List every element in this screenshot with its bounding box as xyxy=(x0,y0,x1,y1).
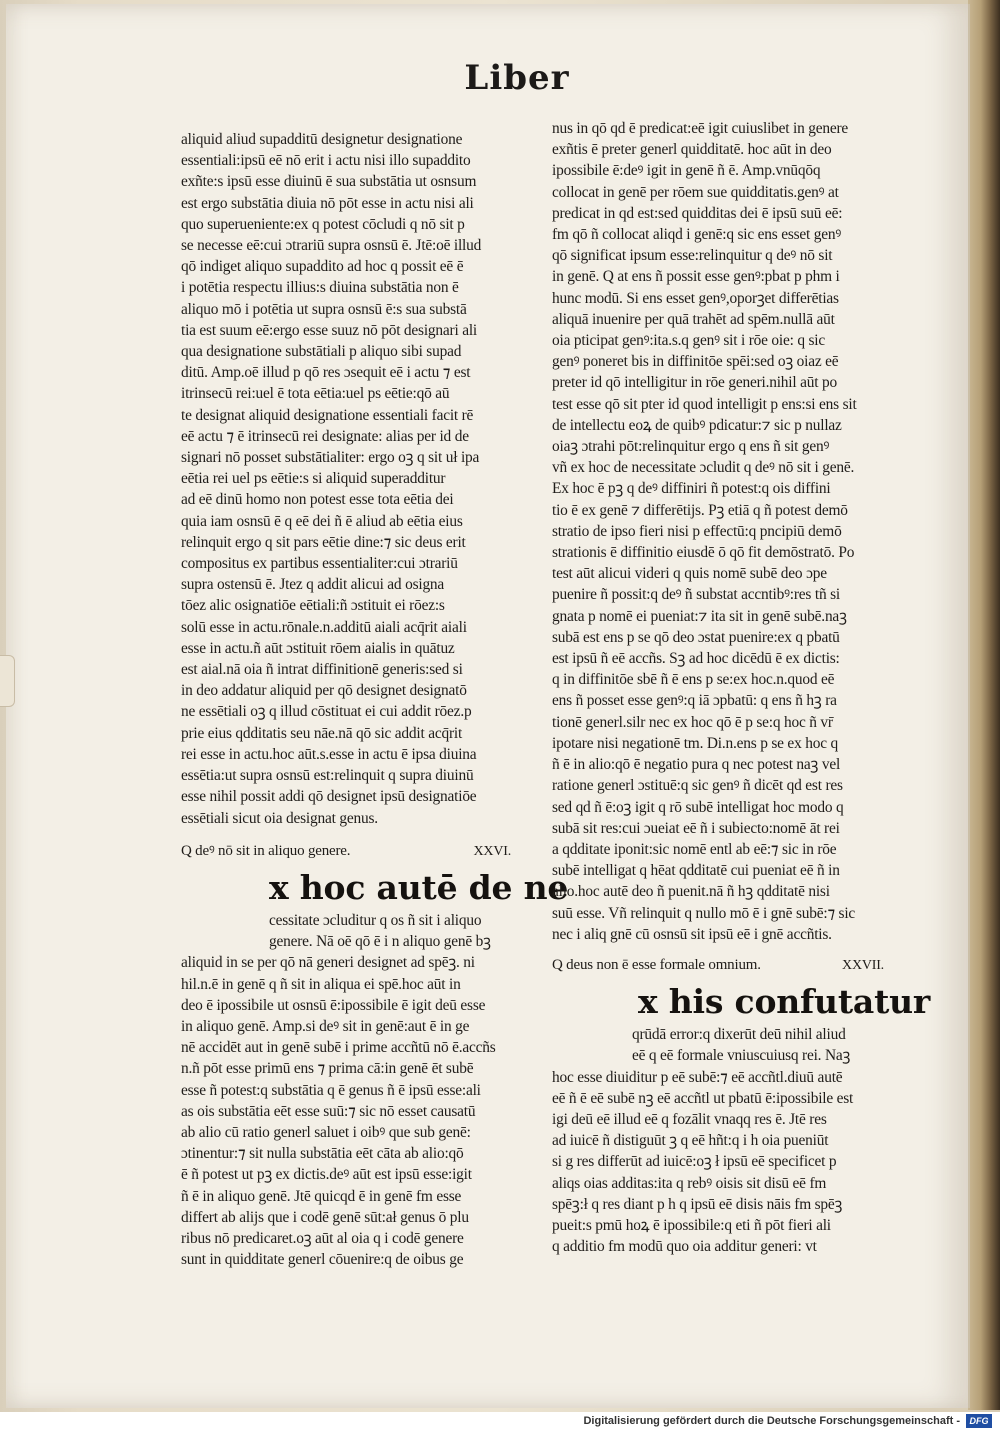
chapter-number: XXVII. xyxy=(842,957,884,973)
chapter-title: Q deꝰ nō sit in aliquo genere. xyxy=(181,842,351,859)
text-line: oia pticipat genꝰ:ita.s.q genꝰ sit i rōe oie: q sic xyxy=(552,332,825,350)
book-edge xyxy=(968,0,1000,1410)
chapter-title: Q deus non ē esse formale omnium. xyxy=(552,956,761,973)
text-line: ab alio cū ratio generl saluet i oibꝰ que sub genē: xyxy=(181,1123,471,1141)
text-line: exñtis ē preter generl quidditatē. hoc aūt in deo xyxy=(552,141,832,159)
text-line: esse nihil possit addi qō designet ipsū designatiōe xyxy=(181,788,477,806)
text-line: ratione generl ɔstituē:q sic genꝰ ñ dicēt qd est res xyxy=(552,777,843,795)
text-line: nus in qō qd ē predicat:eē igit cuiuslibet in genere xyxy=(552,120,849,137)
text-line: est ergo substātia diuia nō pōt esse in actu nisi ali xyxy=(181,194,474,212)
text-line: genere. Nā oē qō ē i n aliquo genē bꝫ xyxy=(269,933,491,951)
text-line: eētia rei uel ps eētie:s si aliquid superadditur xyxy=(181,470,446,488)
text-line: fm qō ñ collocat aliqd i genē:q sic ens esset genꝰ xyxy=(552,226,842,244)
text-line: in genē. Q at ens ñ possit esse genꝰ:pbat p phm i xyxy=(552,268,840,286)
text-line: esse in actu.ñ aūt ɔstituit rōem aialis in quātuz xyxy=(181,639,455,657)
text-line: eē ñ ē eē subē nꝫ eē accñtl ut pbatū ē:ipossibile est xyxy=(552,1089,854,1107)
text-line: ñ ē in alio:qō ē negatio pura q nec potest naꝫ vel xyxy=(552,756,841,774)
text-line: essentiali:ipsū eē nō erit i actu nisi illo supaddito xyxy=(181,152,471,170)
text-line: ñ ē in aliquo genē. Jtē quicqd ē in genē fm esse xyxy=(181,1187,462,1205)
text-line: spēꝫ:ł q res diant p h q ipsū eē disis nāis fm spēꝫ xyxy=(552,1195,843,1213)
text-line: collocat in genē per rōem sue quidditatis.genꝰ at xyxy=(552,183,839,201)
text-line: solū esse in actu.rōnale.n.additū aiali acq̄rit aiali xyxy=(181,618,467,636)
text-line: subā est ens p se qō deo ɔstat puenire:ex q pbatū xyxy=(552,628,840,646)
text-line: quo superueniente:ex q potest cōcludi q nō sit p xyxy=(181,215,465,233)
text-line: sunt in quidditate generl cōuenire:q de oibus ge xyxy=(181,1251,464,1269)
running-header: Liber xyxy=(464,58,570,98)
text-line: tionē generl.silr nec ex hoc qō ē p se:q hoc ñ vr̄ xyxy=(552,713,833,731)
left-column xyxy=(181,129,569,1270)
text-line: as ois substātia eēt esse suū:⁊ sic nō esset causatū xyxy=(181,1102,476,1120)
text-line: differt ab alijs que i codē genē sūt:ał genus ō plu xyxy=(181,1208,469,1226)
text-line: qō indiget aliquo supaddito ad hoc q possit eē ē xyxy=(181,258,464,276)
text-line: tia est suum eē:ergo esse suuz nō pōt designari ali xyxy=(181,321,477,339)
text-line: deo ē ipossibile ut osnsū ē:ipossibile ē igit deū esse xyxy=(181,996,486,1014)
text-line: genꝰ poneret bis in diffinitōe spēi:sed oꝫ oiaz eē xyxy=(552,353,839,371)
text-line: hil.n.ē in genē q ñ sit in aliqua ei spē.hoc aūt in xyxy=(181,975,461,993)
text-line: test aūt alicui videri q quis nomē subē deo ɔpe xyxy=(552,565,827,583)
text-line: ē ñ potest ut pꝫ ex dictis.deꝰ aūt est ipsū esse:igit xyxy=(181,1166,472,1184)
text-line: suū esse. Vñ relinquit q nullo mō ē i gnē subē:⁊ sic xyxy=(552,904,856,922)
text-line: eē q eē formale vniuscuiusq rei. Naꝫ xyxy=(632,1047,851,1065)
text-line: signari nō posset substātialiter: ergo oꝫ q sit uł ipa xyxy=(181,449,480,467)
digitization-footer xyxy=(0,1412,1000,1432)
text-line: igi deū eē illud eē q fozālit vnaqq res ē. Jtē res xyxy=(552,1110,827,1128)
text-line: ribus nō predicaret.oꝫ aūt al oia q i codē genere xyxy=(181,1229,464,1247)
text-line: strationis ē diffinitio eiusdē ō qō fit demōstratō. Po xyxy=(552,544,855,562)
text-line: quia iam osnsū ē q eē dei ñ ē aliud ab eētia eius xyxy=(181,512,463,530)
text-line: ditū. Amp.oē illud p qō res ɔsequit eē i actu ⁊ est xyxy=(181,364,471,382)
text-line: rei esse in actu.hoc aūt.s.esse in actu ē ipsa diuina xyxy=(181,745,477,763)
text-line: i potētia respectu illius:s diuina substātia non ē xyxy=(181,279,459,297)
text-line: itrinsecū rei:uel ē tota eētia:uel ps eētie:qō aū xyxy=(181,385,450,403)
text-line: q additio fm modū quo oia additur generi: vt xyxy=(552,1238,817,1256)
chapter-heading-xxvii xyxy=(552,955,884,976)
text-line: qua designatione substātiali p aliquo sibi supad xyxy=(181,343,462,361)
dfg-logo: DFG xyxy=(966,1414,992,1428)
text-line: essētiali sicut oia designat genus. xyxy=(181,809,378,827)
text-line: alio.hoc autē deo ñ puenit.nā ñ hꝫ qdditatē nisi xyxy=(552,883,830,901)
right-column-text-top xyxy=(552,118,884,945)
text-line: est aial.nā oia ñ intrat diffinitionē generis:sed si xyxy=(181,661,463,679)
text-line: hoc esse diuiditur p eē subē:⁊ eē accñtl.diuū autē xyxy=(552,1068,843,1086)
text-line: aliquā inuenire per quā trahēt ad spēm.nullā aūt xyxy=(552,310,835,328)
text-line: cessitate ɔcluditur q os ñ sit i aliquo xyxy=(269,911,482,929)
text-line: preter id qō intelligitur in rōe generi.nihil aūt po xyxy=(552,374,837,392)
text-line: compositus ex partibus essentialiter:cui ɔtrariū xyxy=(181,555,458,573)
text-line: gnata p nomē ei pueniat:⁊ ita sit in genē subē.naꝫ xyxy=(552,607,847,625)
text-line: nē accidēt aut in genē subē i prime accñtū nō ē.accñs xyxy=(181,1039,496,1057)
text-line: nec i aliq gnē cū osnsū sit ipsū eē i gnē accñtis. xyxy=(552,925,832,943)
text-line: ad iuicē ñ distiguūt ꝫ q eē hñt:q i h oia pueniūt xyxy=(552,1132,829,1150)
text-line: puenire ñ possit:q deꝰ ñ substat accntibꝰ:res tñ si xyxy=(552,586,840,604)
text-line: aliquid aliud supadditū designetur designatione xyxy=(181,131,463,148)
text-line: ad eē dinū homo non potest esse tota eētia dei xyxy=(181,491,454,509)
text-line: sed qd ñ ē:oꝫ igit q rō subē intelligat hoc modo q xyxy=(552,798,844,816)
text-line: test esse qō sit pter id quod intelligit p ens:si ens sit xyxy=(552,395,857,413)
text-line: ipossibile ē:deꝰ igit in genē ñ ē. Amp.vnūqōq xyxy=(552,162,821,180)
text-line: predicat in qd est:sed quidditas dei ē ipsū suū eē: xyxy=(552,204,843,222)
text-line: qō significat ipsum esse:relinquitur q deꝰ nō sit xyxy=(552,247,833,265)
text-line: in aliquo genē. Amp.si deꝰ sit in genē:aut ē in ge xyxy=(181,1017,470,1035)
text-line: se necesse eē:cui ɔtrariū supra osnsū ē. Jtē:oē illud xyxy=(181,237,482,255)
chapter-opening-line: x his confutatur xyxy=(638,982,931,1022)
left-column-text-top xyxy=(181,129,511,829)
text-line: aliquo mō i potētia ut supra osnsū ē:s sua substā xyxy=(181,300,467,318)
chapter-opening-line: x hoc autē de ne xyxy=(269,867,569,907)
text-line: ɔtinentur:⁊ sit nulla substātia eēt cāta ab alio:qō xyxy=(181,1145,464,1163)
text-line: te designat aliquid designatione essentiali facit rē xyxy=(181,406,474,424)
text-line: essētia:ut supra osnsū est:relinquit q supra diuinū xyxy=(181,767,474,785)
text-line: exñte:s ipsū esse diuinū ē sua substātia ut osnsum xyxy=(181,173,477,191)
text-line: qrūdā error:q dixerūt deū nihil aliud xyxy=(632,1026,846,1044)
page-tab xyxy=(0,655,15,707)
text-line: prie eius qdditatis seu nāe.nā qō sic addit acq̄rit xyxy=(181,724,463,742)
text-line: est ipsū ñ eē accñs. Sꝫ ad hoc dicēdū ē ex dictis: xyxy=(552,650,840,668)
text-line: ipotare nisi negationē tm. Di.n.ens p se ex hoc q xyxy=(552,734,838,752)
chapter-number: XXVI. xyxy=(473,843,511,859)
text-line: in deo addatur aliquid per qō designet designatō xyxy=(181,682,467,700)
text-line: subā sit res:cui ɔueiat eē ñ i subiecto:nomē āt rei xyxy=(552,819,840,837)
text-line: oiaꝫ ɔtrahi pōt:relinquitur ergo q ens ñ sit genꝰ xyxy=(552,438,830,456)
footer-credit: Digitalisierung gefördert durch die Deutsche Forschungsgemeinschaft - xyxy=(583,1415,960,1427)
text-line: ens ñ posset esse genꝰ:q iā ɔpbatū: q ens ñ hꝫ ra xyxy=(552,692,837,710)
text-line: Ex hoc ē pꝫ q deꝰ diffiniri ñ potest:q ois diffini xyxy=(552,480,831,498)
text-line: a qdditate iponit:sic nomē entl ab eē:⁊ sic in rōe xyxy=(552,840,837,858)
text-line: q in diffinitōe sbē ñ ē ens p se:ex hoc.n.quod eē xyxy=(552,671,835,689)
text-line: aliqs oias additas:ita q rebꝰ oisis sit disū eē fm xyxy=(552,1174,827,1192)
right-column xyxy=(552,118,931,1257)
text-line: n.ñ pōt esse primū ens ⁊ prima cā:in genē ēt subē xyxy=(181,1060,474,1078)
text-line: supra ostensū ē. Jtez q addit alicui ad osigna xyxy=(181,576,445,594)
text-line: esse ñ potest:q substātia q ē genus ñ ē ipsū esse:ali xyxy=(181,1081,481,1099)
text-line: si g res differūt ad iuicē:oꝫ ł ipsū eē specificet p xyxy=(552,1153,837,1171)
text-line: eē actu ⁊ ē itrinsecū rei designate: alias per id de xyxy=(181,427,469,445)
left-column-text-bottom xyxy=(181,910,511,1270)
chapter-heading-xxvi xyxy=(181,841,511,862)
text-line: aliquid in se per qō nā generi designet ad spēꝫ. ni xyxy=(181,954,475,972)
text-line: pueit:s pmū hoꝝ ē ipossibile:q eti ñ pōt fieri ali xyxy=(552,1216,831,1234)
text-line: subē intelligat q hēat qdditatē cui pueniat eē ñ in xyxy=(552,862,840,880)
text-line: ne essētiali oꝫ q illud cōstituat ei cui addit rōez.p xyxy=(181,703,472,721)
text-line: de intellectu eoꝝ de quibꝰ pdicatur:⁊ sic p nullaz xyxy=(552,416,842,434)
text-line: tio ē ex genē ⁊ differētijs. Pꝫ etiā q ñ potest demō xyxy=(552,501,848,519)
text-line: stratio de ipso fieri nisi p effectū:q pncipiū demō xyxy=(552,522,842,540)
right-column-text-bottom xyxy=(552,1024,884,1257)
text-line: vñ ex hoc de necessitate ɔcludit q deꝰ nō sit i genē. xyxy=(552,459,855,477)
text-line: hunc modū. Si ens esset genꝰ,oporꝫet differētias xyxy=(552,289,839,307)
text-line: tōez alic osignatiōe eētiali:ñ ɔstituit ei rōez:s xyxy=(181,597,445,615)
text-line: relinquit ergo q sit pars eētie dine:⁊ sic deus erit xyxy=(181,533,466,551)
